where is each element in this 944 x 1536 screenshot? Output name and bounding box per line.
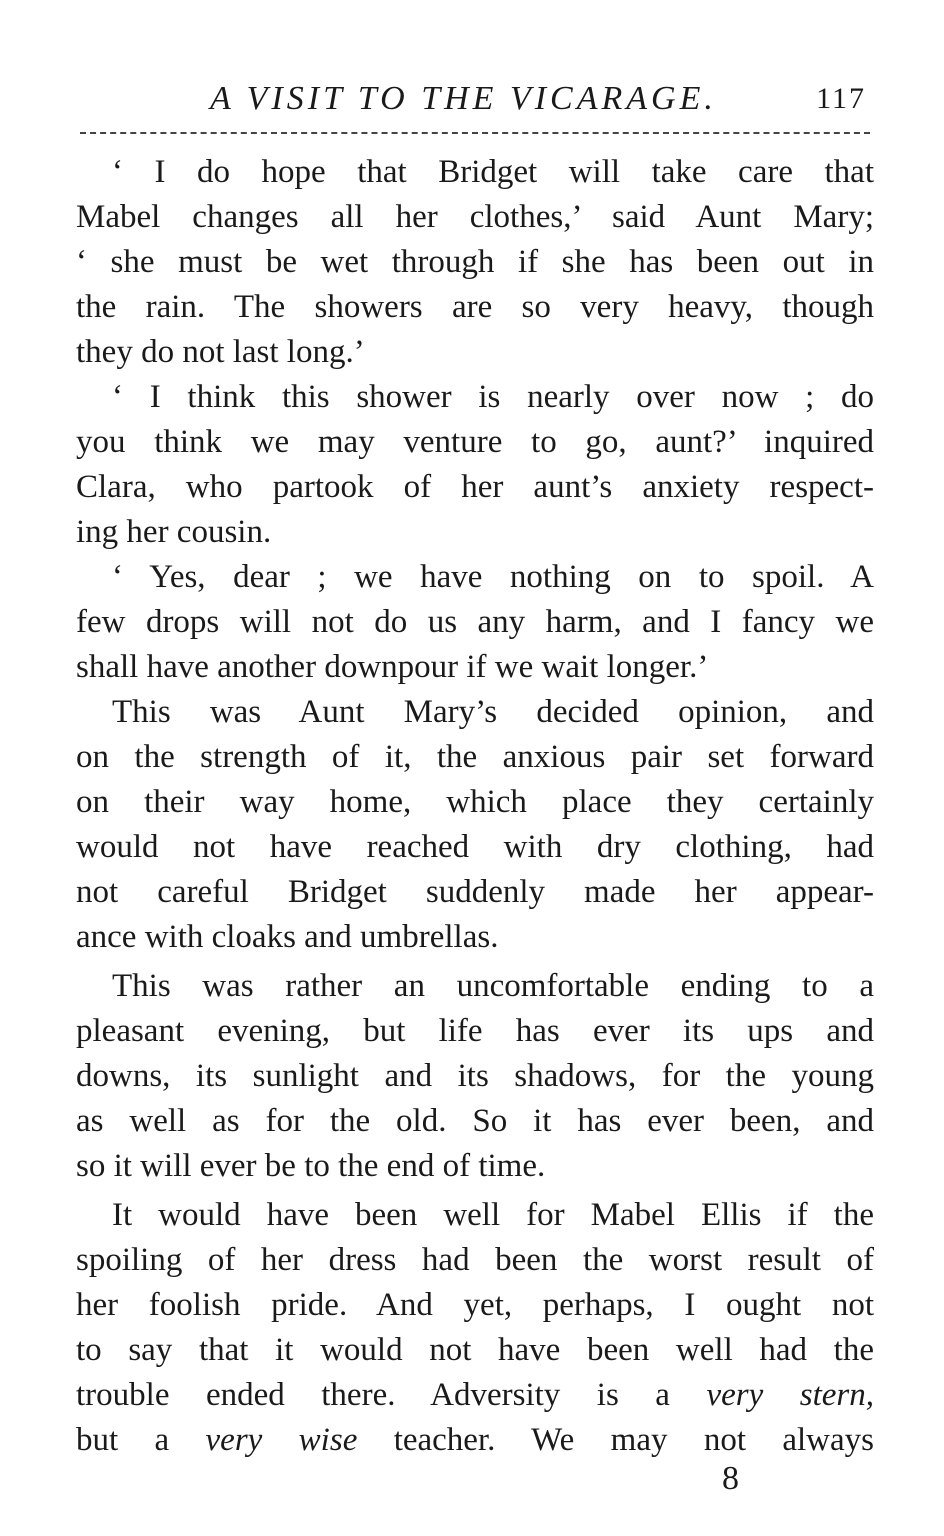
- text-line: [76, 1373, 874, 1418]
- text-run: trouble ended there. Adversity is a: [76, 1377, 707, 1413]
- running-title: A VISIT TO THE VICARAGE.: [210, 80, 717, 117]
- text-line: ance with cloaks and umbrellas.: [76, 919, 499, 955]
- text-line: [76, 1418, 874, 1463]
- signature-mark: 8: [722, 1460, 739, 1497]
- text-line: ‘ I think this shower is nearly over now ; do: [112, 379, 874, 415]
- text-line: on their way home, which place they certainly: [76, 784, 874, 820]
- body-text: [76, 150, 874, 1463]
- text-run: teacher. We may not always: [357, 1422, 874, 1458]
- text-line: downs, its sunlight and its shadows, for the young: [76, 1058, 874, 1094]
- text-line: This was rather an uncomfortable ending to a: [112, 968, 874, 1004]
- text-line: ‘ Yes, dear ; we have nothing on to spoil. A: [112, 559, 874, 595]
- text-line: the rain. The showers are so very heavy, though: [76, 289, 874, 325]
- text-line: to say that it would not have been well had the: [76, 1332, 874, 1368]
- text-line: few drops will not do us any harm, and I fancy we: [76, 604, 874, 640]
- text-line: you think we may venture to go, aunt?’ inquired: [76, 424, 874, 460]
- text-line: ing her cousin.: [76, 514, 272, 550]
- text-line: not careful Bridget suddenly made her appear-: [76, 874, 874, 910]
- text-line: Clara, who partook of her aunt’s anxiety respect-: [76, 469, 874, 505]
- text-line: they do not last long.’: [76, 334, 365, 370]
- text-line: spoiling of her dress had been the worst result of: [76, 1242, 874, 1278]
- running-header: [76, 80, 876, 124]
- text-line: would not have reached with dry clothing, had: [76, 829, 874, 865]
- text-line: ‘ she must be wet through if she has been out in: [76, 244, 874, 280]
- text-line: ‘ I do hope that Bridget will take care that: [112, 154, 874, 190]
- text-line: pleasant evening, but life has ever its ups and: [76, 1013, 874, 1049]
- text-line: so it will ever be to the end of time.: [76, 1148, 546, 1184]
- text-line: on the strength of it, the anxious pair set forward: [76, 739, 874, 775]
- italic-text: very wise: [205, 1422, 358, 1458]
- text-line: This was Aunt Mary’s decided opinion, and: [112, 694, 874, 730]
- text-line: Mabel changes all her clothes,’ said Aunt Mary;: [76, 199, 874, 235]
- header-rule: [80, 132, 870, 134]
- page-number: 117: [816, 82, 866, 115]
- italic-text: very stern,: [706, 1377, 874, 1413]
- text-line: shall have another downpour if we wait longer.’: [76, 649, 709, 685]
- text-run: but a: [76, 1422, 206, 1458]
- text-line: It would have been well for Mabel Ellis if the: [112, 1197, 874, 1233]
- text-line: as well as for the old. So it has ever been, and: [76, 1103, 874, 1139]
- text-line: her foolish pride. And yet, perhaps, I ought not: [76, 1287, 874, 1323]
